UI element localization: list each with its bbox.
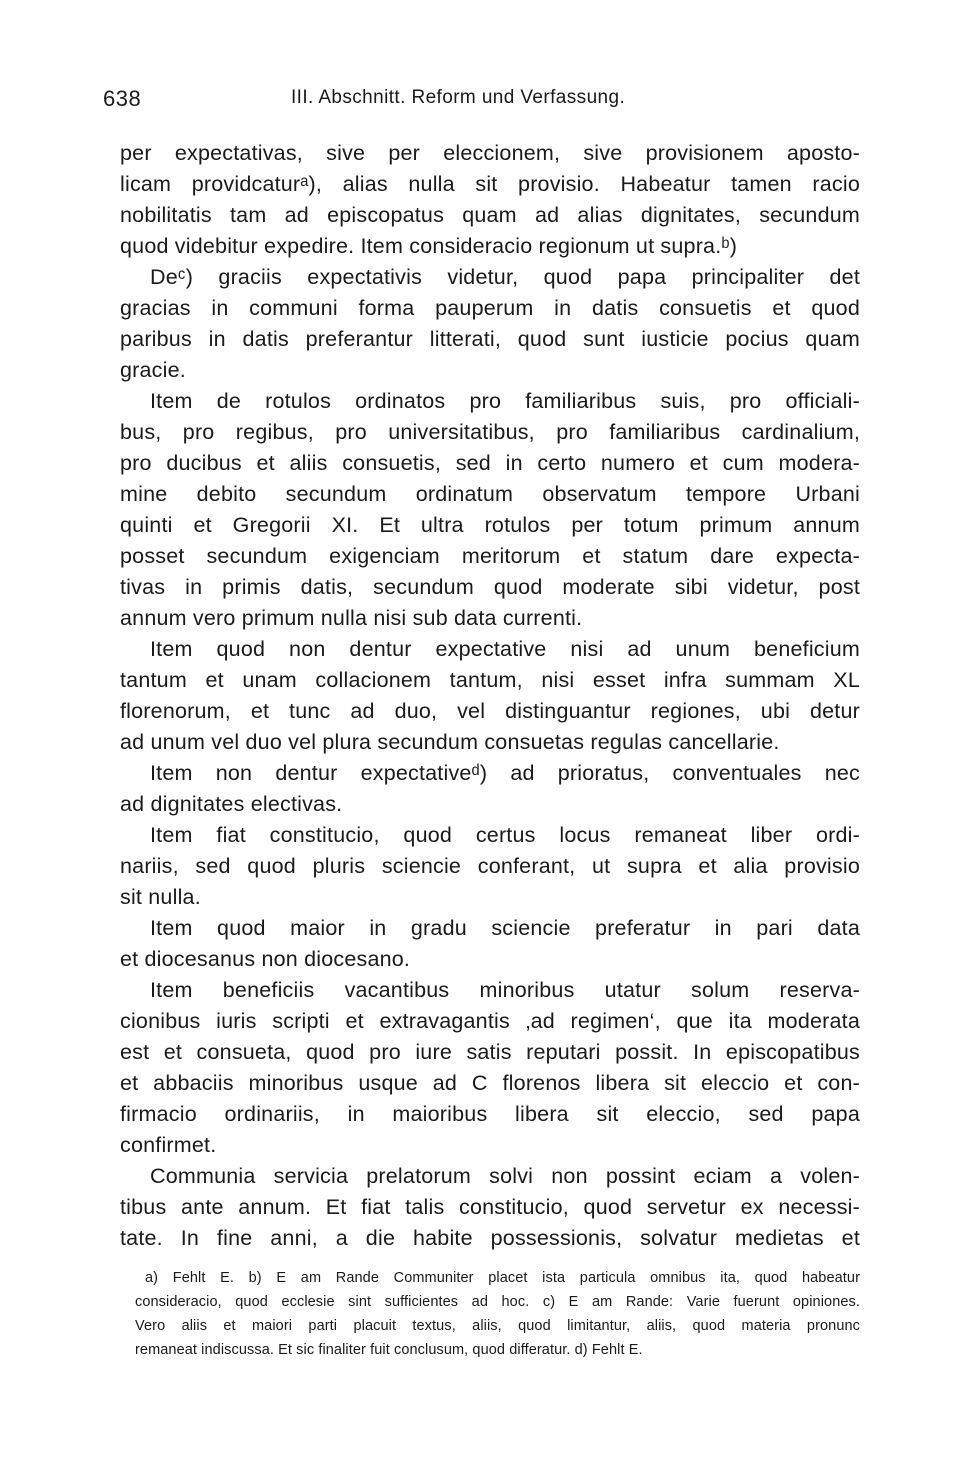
text-line: Item beneficiis vacantibus minoribus utatur solum reserva- (150, 978, 860, 1002)
text-line: Item fiat constitucio, quod certus locus remaneat liber ordi- (150, 823, 860, 847)
text-line: Deᶜ) graciis expectativis videtur, quod papa principaliter det (150, 265, 860, 289)
footnote-line: consideracio, quod ecclesie sint sufficientes ad hoc. c) E am Rande: Varie fuerunt opiniones. (135, 1294, 860, 1310)
text-line: licam providcaturᵃ), alias nulla sit provisio. Habeatur tamen racio (120, 172, 860, 196)
running-head: III. Abschnitt. Reform und Verfassung. (291, 87, 626, 108)
text-line: sit nulla. (120, 885, 201, 909)
text-line: quinti et Gregorii XI. Et ultra rotulos per totum primum annum (120, 513, 860, 537)
text-line: et abbaciis minoribus usque ad C florenos libera sit eleccio et con- (120, 1071, 860, 1095)
text-line: bus, pro regibus, pro universitatibus, pro familiaribus cardinalium, (120, 420, 860, 444)
footnote-line: a) Fehlt E. b) E am Rande Communiter placet ista particula omnibus ita, quod habeatur (145, 1270, 860, 1286)
text-line: annum vero primum nulla nisi sub data currenti. (120, 606, 583, 630)
text-line: Item quod non dentur expectative nisi ad unum beneficium (150, 637, 860, 661)
text-line: Communia servicia prelatorum solvi non possint eciam a volen- (150, 1164, 860, 1188)
text-line: firmacio ordinariis, in maioribus libera sit eleccio, sed papa (120, 1102, 860, 1126)
text-line: Item de rotulos ordinatos pro familiaribus suis, pro officiali- (150, 389, 860, 413)
text-line: Item non dentur expectativeᵈ) ad prioratus, conventuales nec (150, 761, 860, 785)
text-line: nariis, sed quod pluris sciencie conferant, ut supra et alia provisio (120, 854, 860, 878)
footnote-line: Vero aliis et maiori parti placuit textus, aliis, quod limitantur, aliis, quod materia pronunc (135, 1318, 860, 1334)
text-line: et diocesanus non diocesano. (120, 947, 411, 971)
footnote-line: remaneat indiscussa. Et sic finaliter fuit conclusum, quod differatur. d) Fehlt E. (135, 1342, 643, 1358)
text-line: nobilitatis tam ad episcopatus quam ad alias dignitates, secundum (120, 203, 860, 227)
text-line: per expectativas, sive per eleccionem, sive provisionem aposto- (120, 141, 860, 165)
text-line: ad dignitates electivas. (120, 792, 343, 816)
text-line: Item quod maior in gradu sciencie preferatur in pari data (150, 916, 860, 940)
text-line: quod videbitur expedire. Item consideracio regionum ut supra.ᵇ) (120, 234, 738, 258)
text-line: mine debito secundum ordinatum observatum tempore Urbani (120, 482, 860, 506)
text-line: tivas in primis datis, secundum quod moderate sibi videtur, post (120, 575, 860, 599)
page-header (103, 86, 863, 116)
text-line: florenorum, et tunc ad duo, vel distinguantur regiones, ubi detur (120, 699, 860, 723)
text-line: posset secundum exigenciam meritorum et statum dare expecta- (120, 544, 860, 568)
text-line: pro ducibus et aliis consuetis, sed in certo numero et cum modera- (120, 451, 860, 475)
text-line: gracie. (120, 358, 186, 382)
main-text (120, 138, 860, 1254)
text-line: cionibus iuris scripti et extravagantis ‚ad regimen‘, que ita moderata (120, 1009, 860, 1033)
text-line: tate. In fine anni, a die habite possessionis, solvatur medietas et (120, 1226, 860, 1250)
text-line: est et consueta, quod pro iure satis reputari possit. In episcopatibus (120, 1040, 860, 1064)
text-line: tantum et unam collacionem tantum, nisi esset infra summam XL (120, 668, 860, 692)
page-number: 638 (103, 86, 142, 111)
text-line: ad unum vel duo vel plura secundum consuetas regulas cancellarie. (120, 730, 780, 754)
text-line: confirmet. (120, 1133, 217, 1157)
footnotes (135, 1266, 860, 1362)
text-line: paribus in datis preferantur litterati, quod sunt iusticie pocius quam (120, 327, 860, 351)
text-line: tibus ante annum. Et fiat talis constitucio, quod servetur ex necessi- (120, 1195, 860, 1219)
text-line: gracias in communi forma pauperum in datis consuetis et quod (120, 296, 860, 320)
